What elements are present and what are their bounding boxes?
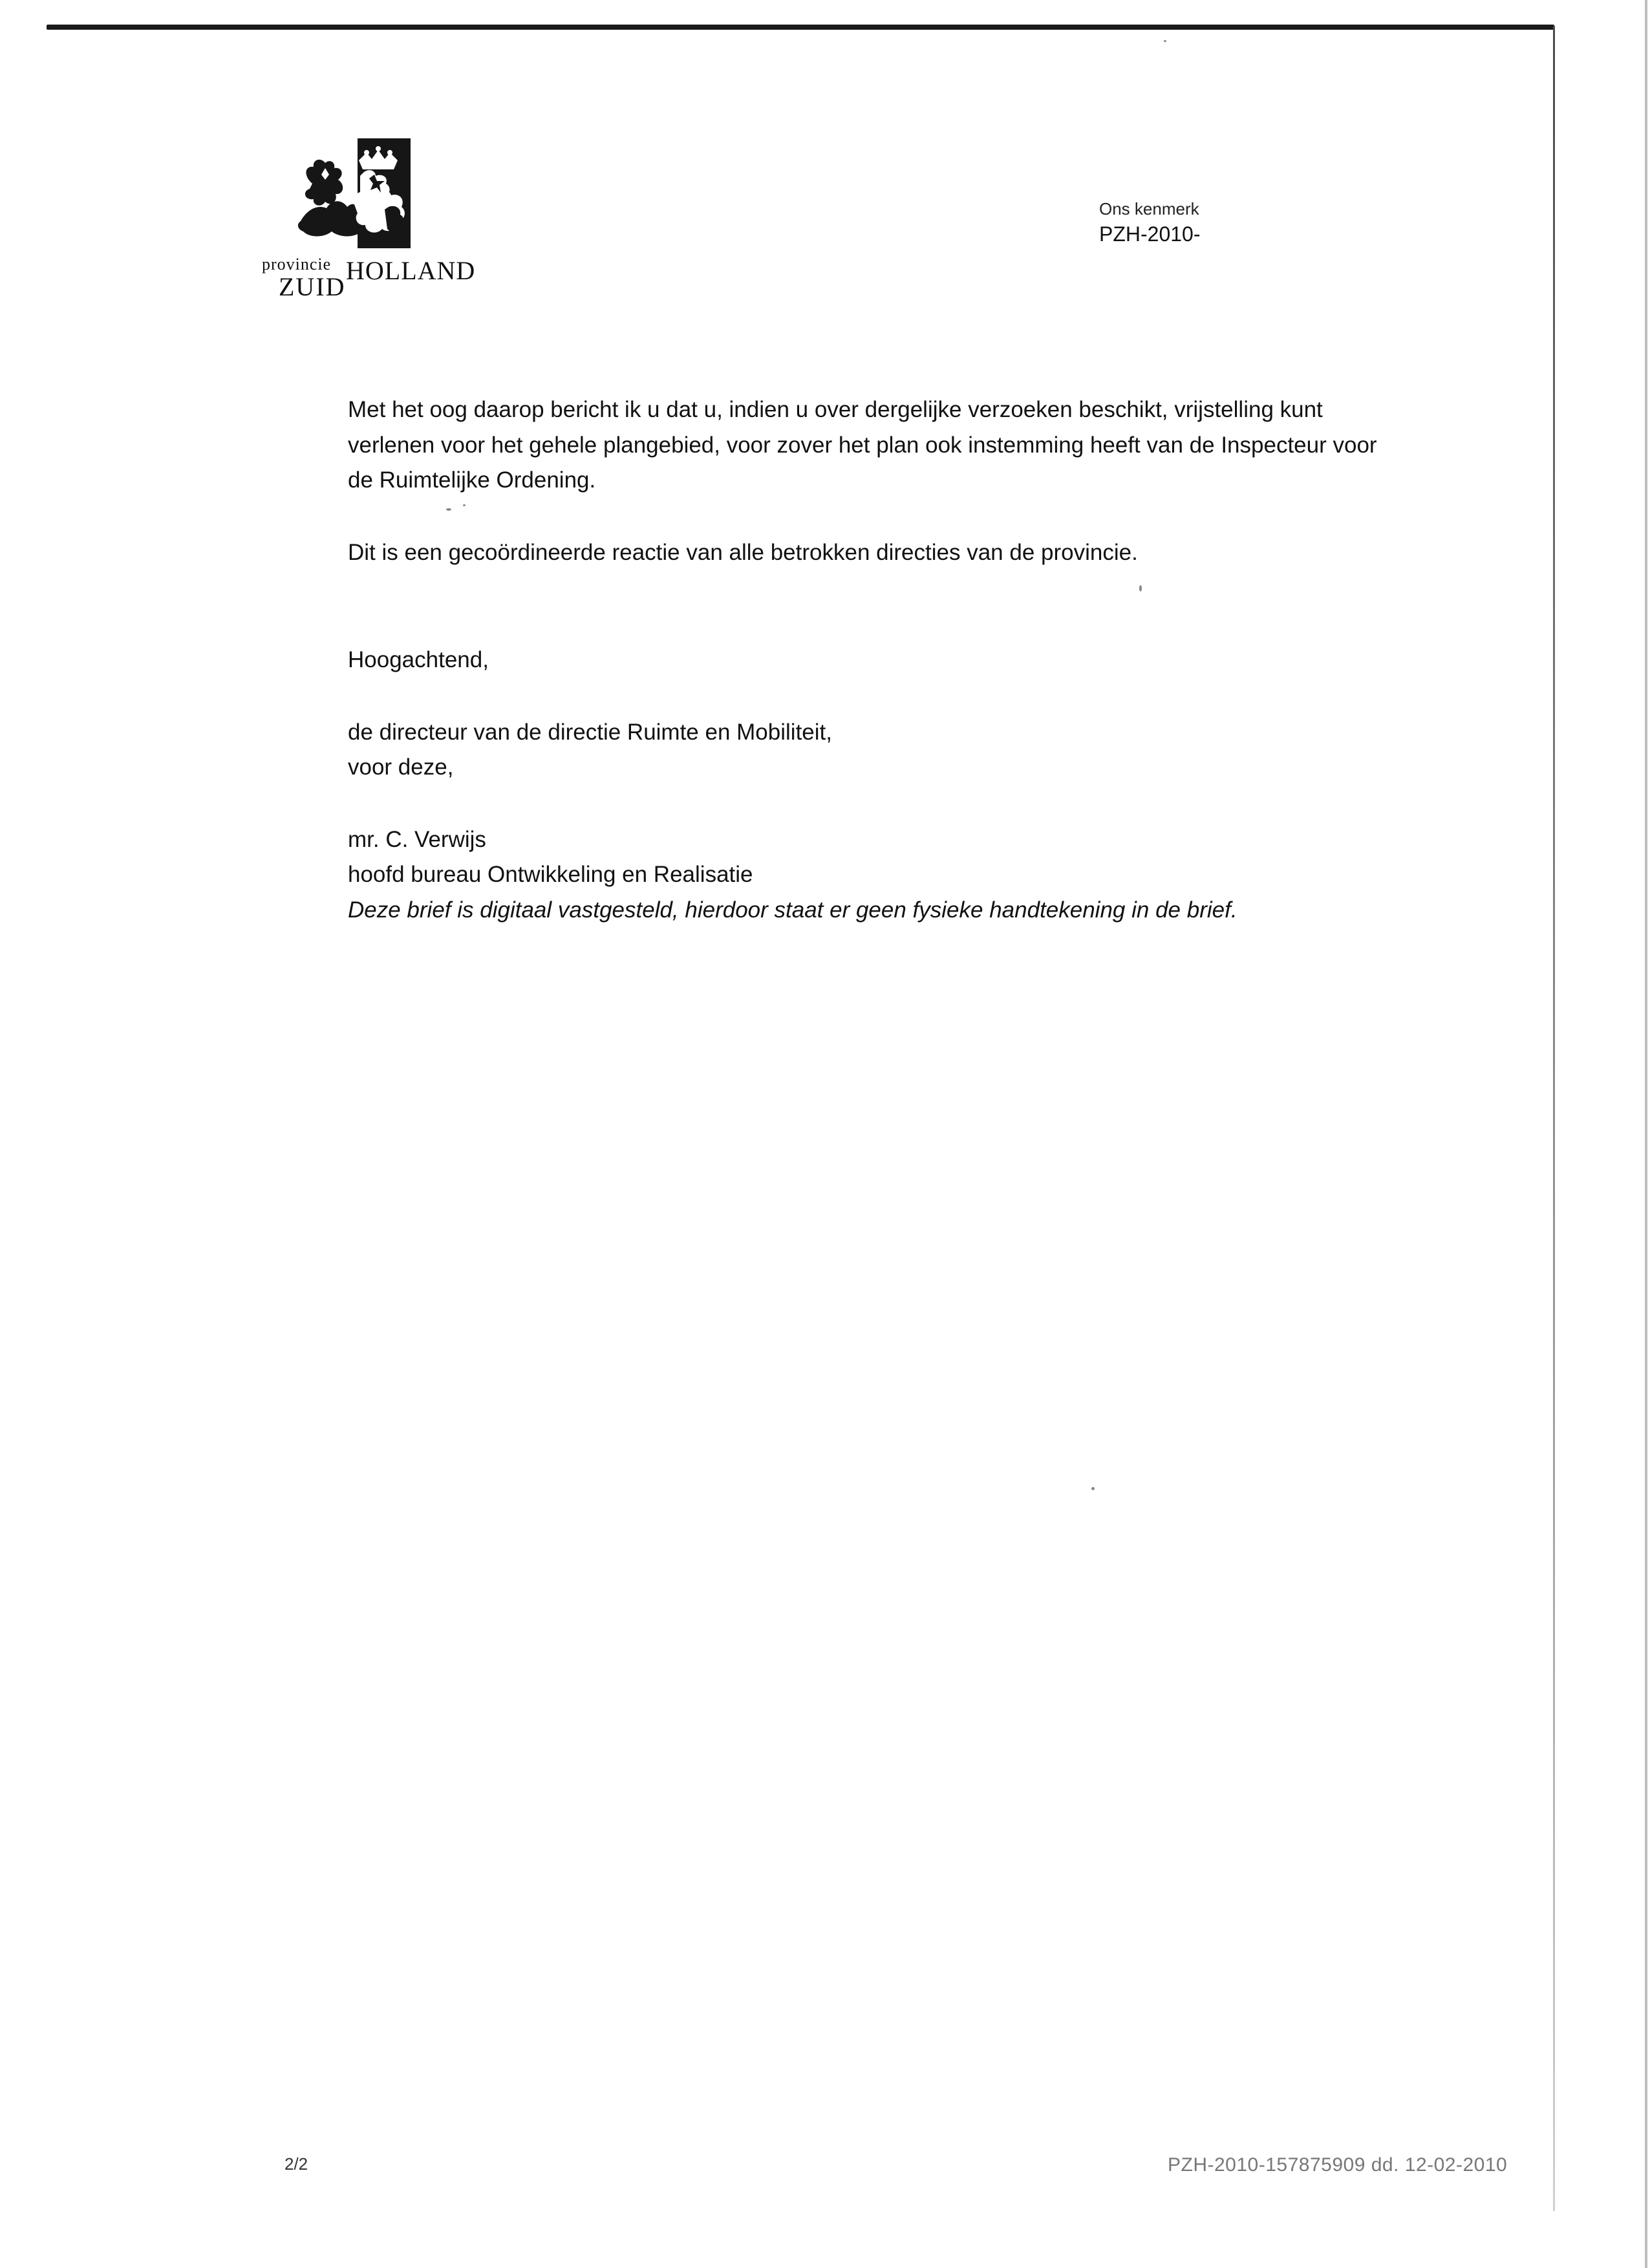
signatory-name: mr. C. Verwijs [348, 826, 486, 852]
logo-text-provincie: provincie [262, 255, 332, 273]
digital-signature-disclaimer: Deze brief is digitaal vastgesteld, hierdoor staat er geen fysieke handtekening in de brief. [348, 897, 1238, 923]
logo-text-holland: HOLLAND [346, 256, 476, 285]
reference-block [1099, 198, 1201, 248]
scan-top-border [47, 25, 1554, 30]
logo-text-zuid: ZUID [279, 272, 346, 301]
reference-value: PZH-2010- [1099, 222, 1201, 246]
body-paragraph: Met het oog daarop bericht ik u dat u, indien u over dergelijke verzoeken beschikt, vrijstelling kunt verlenen voor het gehele plangebied, voor zover het plan ook instemming heeft van de Inspecteur voor de Ruimtelijke Ordening. [348, 397, 1377, 493]
scan-speck [1091, 1487, 1095, 1490]
scan-speck [446, 508, 451, 511]
scan-speck [1139, 585, 1142, 592]
reference-label: Ons kenmerk [1099, 199, 1199, 219]
scan-speck [1164, 40, 1166, 42]
scan-far-edge [1645, 0, 1647, 2268]
scan-speck [463, 504, 466, 506]
letter-body [348, 392, 1395, 928]
scan-right-edge [1553, 26, 1555, 2211]
page-number: 2/2 [284, 2154, 308, 2174]
closing-salutation: Hoogachtend, [348, 647, 489, 672]
provincie-zuid-holland-logo [262, 137, 475, 306]
signatory-role: hoofd bureau Ontwikkeling en Realisatie [348, 862, 753, 887]
signatory-title-line: de directeur van de directie Ruimte en Mobiliteit, [348, 719, 832, 745]
coat-of-arms-icon [262, 137, 475, 253]
body-paragraph: Dit is een gecoördineerde reactie van alle betrokken directies van de provincie. [348, 539, 1138, 565]
footer-document-reference: PZH-2010-157875909 dd. 12-02-2010 [1168, 2154, 1508, 2176]
signatory-title-line: voor deze, [348, 754, 454, 780]
